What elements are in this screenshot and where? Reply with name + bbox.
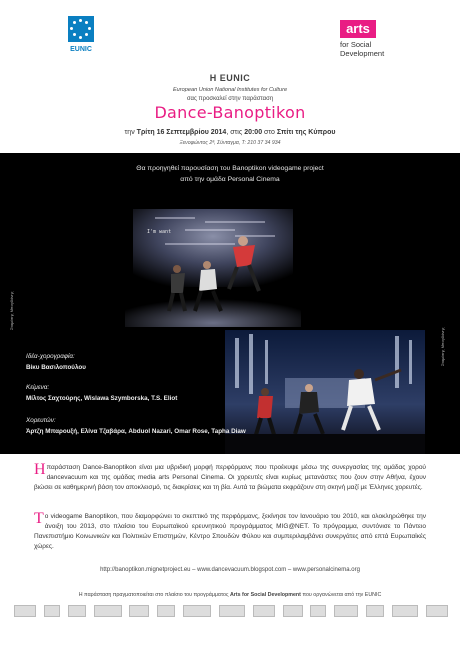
texts-value: Μίλτος Σαχτούρης, Wislawa Szymborska, T.S. Eliot (26, 395, 178, 402)
eunic-logo (64, 16, 98, 62)
program-footnote (0, 592, 460, 598)
website-links[interactable]: http://banoptikon.mignetproject.eu – www.dancevacuum.blogspot.com – www.personalcinema.org (100, 567, 360, 573)
partner-logo-goethe-institut (94, 605, 122, 617)
event-time: 20:00 (244, 129, 263, 136)
performance-photo-bottom (225, 330, 425, 454)
paragraph-videogame (34, 512, 426, 552)
partner-logo-dutch-institute (68, 605, 86, 617)
footnote-pre: Η παράσταση πραγματοποιείται στο πλαίσιο του προγράμματος (78, 592, 229, 598)
projection-text: I'm want (147, 229, 172, 235)
dancers-value: Άρτζη Μπαρουξή, Ελίνα Τζαβάρα, Abduol Nazari, Omar Rose, Tapha Diaw (26, 428, 246, 435)
eunic-flag-icon (68, 16, 94, 42)
partner-logo-finnish-institute (392, 605, 418, 617)
dropcap-2: Τ (34, 510, 44, 527)
partner-logo-instituto-italiano (310, 605, 326, 617)
arts-logo-mark: arts (340, 20, 376, 38)
preview-note-line2: από την ομάδα Personal Cinema (180, 176, 280, 183)
arts-for-social-development-logo (340, 20, 422, 62)
event-venue: Σπίτι της Κύπρου (276, 129, 336, 136)
partner-logo-british-council (183, 605, 211, 617)
venue-address: Ξενοφώντος 2ª, Σύνταγμα, Τ: 210 37 34 934 (179, 140, 281, 146)
preview-note-line1: Θα προηγηθεί παρουσίαση του Banoptikon videogame project (136, 165, 324, 172)
partner-logo-institut-francais-2 (253, 605, 275, 617)
invitation-text: σας προσκαλεί στην παράσταση (186, 96, 274, 102)
event-date: Τρίτη 16 Σεπτεμβρίου 2014 (136, 129, 227, 136)
choreography-label: Ιδέα-χορογραφία: (26, 353, 75, 360)
date-prefix: την (124, 129, 135, 136)
texts-label: Κείμενα: (26, 384, 50, 391)
partner-logo-ceska-centra (219, 605, 245, 617)
partner-logo-cyprus-house (334, 605, 358, 617)
photo-credit-right: Σταμάτης Μπογδάνης (440, 327, 445, 366)
arts-logo-subtitle-line1: for Social (340, 40, 372, 49)
performance-photo-top (125, 199, 301, 327)
dropcap-1: Η (34, 461, 46, 478)
arts-logo-subtitle-line2: Development (340, 49, 385, 58)
paragraph-1-text: παράσταση Dance-Banoptikon είναι μια υβριδική μορφή περφόρμανς που προέκυψε μέσω της συνεργασίας της ομάδας χορού dancevacuum και της ομάδας media arts Personal Cinema. Οι χορευτές είναι κυρίως μετανάστες που ζουν στην Αθήνα, έχουν βιώσει σε καθημερινή βάση τον αποκλεισμό, τις διακρίσεις και τη βία. Αυτά τα βιώματα εκφράζουν στη σκηνή μαζί με Έλληνες χορευτές. (34, 464, 426, 491)
partner-logos-row (14, 604, 448, 618)
eunic-logo-label: EUNIC (70, 46, 92, 53)
footnote-post: που οργανώνεται από την EUNIC (302, 592, 382, 598)
photo-credit-left: Σταμάτης Μπογδάνης (9, 291, 14, 330)
choreography-value: Βίκυ Βασιλοπούλου (26, 364, 86, 371)
show-title: Dance-Banoptikon (154, 103, 306, 122)
organizer-full-name: European Union National Institutes for Culture (172, 87, 288, 93)
arts-logo-subtitle (340, 40, 384, 58)
dancers-label: Χορευτών: (26, 417, 56, 424)
partner-logo-embassy (366, 605, 384, 617)
paragraph-performance (34, 463, 426, 493)
partner-logo-instituto-camoes (157, 605, 175, 617)
footnote-program-name: Arts for Social Development (229, 592, 301, 598)
partner-logo-institut-francais (14, 605, 36, 617)
date-venue-line (0, 129, 460, 136)
partner-logo-instituto-cervantes (44, 605, 60, 617)
date-mid: , στις (226, 129, 243, 136)
paragraph-2-text: ο videogame Banoptikon, που διαμορφώνει το σκεπτικό της περφόρμανς, ξεκίνησε τον Ιανουάριο του 2010, και ολοκληρώθηκε την άνοιξη του 2013, στο πλαίσιο του Ευρωπαϊκού ερευνητικού προγράμματος MIG@NET. Το πρόγραμμα, συντόνισε το Πάντειο Πανεπιστήμιο Κοινωνικών και Πολιτικών Επιστημών, Κέντρο Σπουδών Φύλου και συμπεριλαμβάνει συνεργάτες από επτά Ευρωπαϊκές χώρες. (34, 513, 426, 550)
organizer-title: Η EUNIC (209, 73, 251, 83)
partner-logo-polish-institute (129, 605, 149, 617)
venue-prefix: στο (264, 129, 275, 136)
partner-logo-romanian-institute (283, 605, 303, 617)
partner-logo-british-embassy (426, 605, 448, 617)
